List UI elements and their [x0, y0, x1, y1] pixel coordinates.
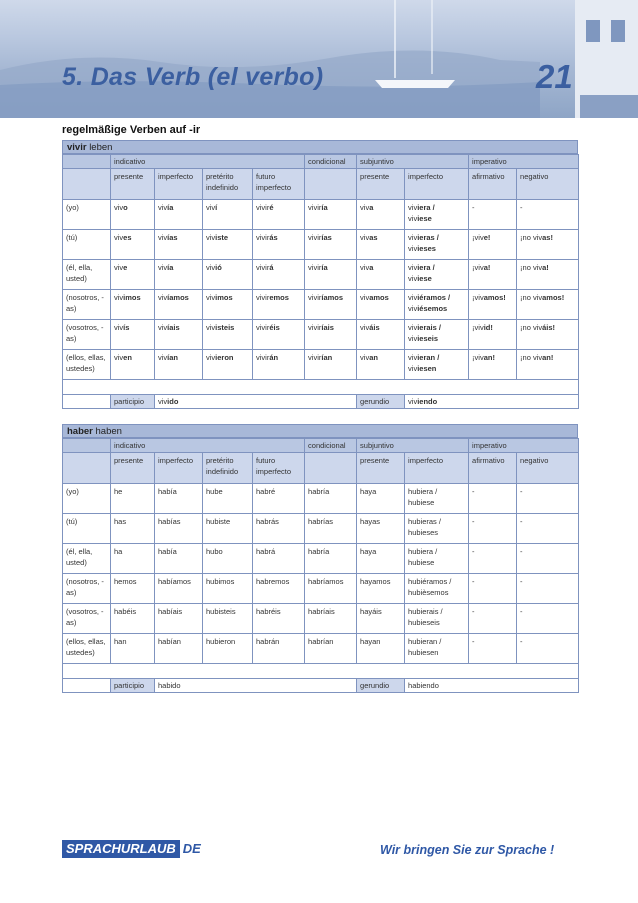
corner-cell	[63, 169, 111, 200]
conjugation-cell: viví	[203, 200, 253, 230]
col-presente: presente	[111, 453, 155, 484]
table-row	[63, 320, 579, 350]
spacer-row	[63, 380, 579, 395]
conjugation-cell: viviré	[253, 200, 305, 230]
person-cell: (tú)	[63, 230, 111, 260]
conjugation-cell: hubiera / hubiese	[405, 484, 469, 514]
conjugation-cell: viviste	[203, 230, 253, 260]
group-subjuntivo: subjuntivo	[357, 439, 469, 453]
conjugation-cell: habrías	[305, 514, 357, 544]
conjugation-cell: vivirá	[253, 260, 305, 290]
conjugation-cell: vivimos	[111, 290, 155, 320]
conjugation-cell: vivís	[111, 320, 155, 350]
group-indicativo: indicativo	[111, 439, 305, 453]
conjugation-cell: habíamos	[155, 574, 203, 604]
conjugation-cell: vive	[111, 260, 155, 290]
person-cell: (nosotros, -as)	[63, 290, 111, 320]
conjugation-cell: vivirías	[305, 230, 357, 260]
participio-value: vivido	[155, 395, 357, 409]
person-cell: (tú)	[63, 514, 111, 544]
person-cell: (él, ella, usted)	[63, 544, 111, 574]
person-cell: (yo)	[63, 484, 111, 514]
table-row	[63, 260, 579, 290]
person-cell: (él, ella, usted)	[63, 260, 111, 290]
conjugation-cell: hubiste	[203, 514, 253, 544]
conjugation-cell: habéis	[111, 604, 155, 634]
col-futuro: futuro imperfecto	[253, 453, 305, 484]
conjugation-cell: -	[517, 634, 579, 664]
conjugation-cell: vivirán	[253, 350, 305, 380]
conjugation-cell: habíais	[155, 604, 203, 634]
conjugation-cell: -	[517, 544, 579, 574]
footer-slogan: Wir bringen Sie zur Sprache !	[380, 843, 555, 857]
col-sub-imperfecto: imperfecto	[405, 169, 469, 200]
conjugation-cell: habría	[305, 484, 357, 514]
conjugation-cell: hubieron	[203, 634, 253, 664]
spacer-cell	[63, 679, 111, 693]
conjugation-cell: he	[111, 484, 155, 514]
table-row	[63, 290, 579, 320]
group-imperativo: imperativo	[469, 439, 579, 453]
group-indicativo: indicativo	[111, 155, 305, 169]
conjugation-cell: habremos	[253, 574, 305, 604]
table-row	[63, 544, 579, 574]
conjugation-cell: vivíamos	[155, 290, 203, 320]
conjugation-cell: ¡vivamos!	[469, 290, 517, 320]
verb-meaning: leben	[89, 142, 113, 153]
conjugation-cell: hubierais / hubieseis	[405, 604, 469, 634]
col-condicional	[305, 169, 357, 200]
chapter-title: 5. Das Verb (el verbo)	[62, 63, 324, 91]
corner-cell	[63, 453, 111, 484]
conjugation-cell: vivías	[155, 230, 203, 260]
conjugation-cell: habías	[155, 514, 203, 544]
participio-label: participio	[111, 395, 155, 409]
logo-suffix: DE	[182, 841, 201, 856]
conjugation-cell: vivierais / vivieseis	[405, 320, 469, 350]
conjugation-cell: -	[469, 484, 517, 514]
conjugation-cell: vivieron	[203, 350, 253, 380]
group-imperativo: imperativo	[469, 155, 579, 169]
spacer-cell	[63, 395, 111, 409]
conjugation-cell: viviremos	[253, 290, 305, 320]
conjugation-cell: hubiéramos / hubièsemos	[405, 574, 469, 604]
conjugation-cell: vivió	[203, 260, 253, 290]
person-cell: (ellos, ellas, ustedes)	[63, 350, 111, 380]
conjugation-cell: -	[469, 604, 517, 634]
col-futuro: futuro imperfecto	[253, 169, 305, 200]
conjugation-cell: viviera / viviese	[405, 200, 469, 230]
table-row	[63, 604, 579, 634]
haber-table-title	[62, 424, 578, 438]
conjugation-cell: hayan	[357, 634, 405, 664]
table-row	[63, 230, 579, 260]
conjugation-cell: vivíais	[155, 320, 203, 350]
conjugation-cell: hayas	[357, 514, 405, 544]
col-sub-presente: presente	[357, 453, 405, 484]
col-imperfecto: imperfecto	[155, 169, 203, 200]
conjugation-cell: viva	[357, 260, 405, 290]
table-row	[63, 634, 579, 664]
conjugation-cell: ¡no vivas!	[517, 230, 579, 260]
conjugation-cell: viviréis	[253, 320, 305, 350]
verb-meaning: haben	[95, 426, 122, 437]
conjugation-cell: vivas	[357, 230, 405, 260]
conjugation-cell: hubo	[203, 544, 253, 574]
conjugation-cell: vives	[111, 230, 155, 260]
conjugation-cell: viváis	[357, 320, 405, 350]
conjugation-cell: ¡no vivamos!	[517, 290, 579, 320]
col-negativo: negativo	[517, 169, 579, 200]
conjugation-cell: había	[155, 544, 203, 574]
conjugation-cell: ¡no vivan!	[517, 350, 579, 380]
conjugation-cell: -	[469, 574, 517, 604]
conjugation-cell: vivía	[155, 260, 203, 290]
gerundio-label: gerundio	[357, 395, 405, 409]
person-cell: (yo)	[63, 200, 111, 230]
col-afirmativo: afirmativo	[469, 169, 517, 200]
haber-rows	[63, 484, 579, 664]
participio-label: participio	[111, 679, 155, 693]
table-row	[63, 484, 579, 514]
conjugation-cell: han	[111, 634, 155, 664]
vivir-conjugation-table	[62, 154, 579, 409]
conjugation-cell: habrán	[253, 634, 305, 664]
conjugation-cell: hubimos	[203, 574, 253, 604]
conjugation-cell: -	[469, 514, 517, 544]
conjugation-cell: hubieran / hubiesen	[405, 634, 469, 664]
corner-cell	[63, 155, 111, 169]
conjugation-cell: vivisteis	[203, 320, 253, 350]
conjugation-cell: haya	[357, 544, 405, 574]
conjugation-cell: viva	[357, 200, 405, 230]
conjugation-cell: vivo	[111, 200, 155, 230]
conjugation-cell: habrá	[253, 544, 305, 574]
verb-name: haber	[67, 426, 93, 437]
col-preterito: pretérito indefinido	[203, 453, 253, 484]
conjugation-cell: viven	[111, 350, 155, 380]
conjugation-cell: viviríais	[305, 320, 357, 350]
col-negativo: negativo	[517, 453, 579, 484]
conjugation-cell: ¡viva!	[469, 260, 517, 290]
conjugation-cell: vivieras / vivieses	[405, 230, 469, 260]
person-cell: (nosotros, -as)	[63, 574, 111, 604]
conjugation-cell: ¡vive!	[469, 230, 517, 260]
participio-value: habido	[155, 679, 357, 693]
conjugation-cell: vivieran / viviesen	[405, 350, 469, 380]
conjugation-cell: vivamos	[357, 290, 405, 320]
gerundio-label: gerundio	[357, 679, 405, 693]
conjugation-cell: ¡no viva!	[517, 260, 579, 290]
conjugation-cell: habría	[305, 544, 357, 574]
group-condicional: condicional	[305, 155, 357, 169]
conjugation-cell: -	[517, 200, 579, 230]
conjugation-cell: haya	[357, 484, 405, 514]
conjugation-cell: ¡vivan!	[469, 350, 517, 380]
col-preterito: pretérito indefinido	[203, 169, 253, 200]
conjugation-cell: hemos	[111, 574, 155, 604]
conjugation-cell: viviríamos	[305, 290, 357, 320]
section-subtitle: regelmäßige Verben auf -ir	[62, 124, 201, 136]
conjugation-cell: has	[111, 514, 155, 544]
group-condicional: condicional	[305, 439, 357, 453]
conjugation-cell: habríamos	[305, 574, 357, 604]
haber-conjugation-table	[62, 438, 579, 693]
conjugation-cell: -	[517, 604, 579, 634]
verb-name: vivir	[67, 142, 87, 153]
conjugation-cell: viviría	[305, 260, 357, 290]
conjugation-cell: habrían	[305, 634, 357, 664]
conjugation-cell: viviría	[305, 200, 357, 230]
col-imperfecto: imperfecto	[155, 453, 203, 484]
person-cell: (vosotros, -as)	[63, 604, 111, 634]
conjugation-cell: hubiera / hubiese	[405, 544, 469, 574]
conjugation-cell: vivan	[357, 350, 405, 380]
gerundio-value: viviendo	[405, 395, 579, 409]
conjugation-cell: había	[155, 484, 203, 514]
corner-cell	[63, 439, 111, 453]
conjugation-cell: habrás	[253, 514, 305, 544]
conjugation-cell: hubisteis	[203, 604, 253, 634]
conjugation-cell: viviera / viviese	[405, 260, 469, 290]
conjugation-cell: -	[469, 544, 517, 574]
person-cell: (vosotros, -as)	[63, 320, 111, 350]
conjugation-cell: vivían	[155, 350, 203, 380]
conjugation-cell: habían	[155, 634, 203, 664]
conjugation-cell: habríais	[305, 604, 357, 634]
page-number: 21	[536, 58, 573, 95]
spacer-row	[63, 664, 579, 679]
conjugation-cell: vivimos	[203, 290, 253, 320]
col-afirmativo: afirmativo	[469, 453, 517, 484]
conjugation-cell: -	[517, 484, 579, 514]
col-presente: presente	[111, 169, 155, 200]
conjugation-cell: habré	[253, 484, 305, 514]
conjugation-cell: ha	[111, 544, 155, 574]
table-row	[63, 350, 579, 380]
group-subjuntivo: subjuntivo	[357, 155, 469, 169]
conjugation-cell: -	[469, 200, 517, 230]
conjugation-cell: hube	[203, 484, 253, 514]
vivir-rows	[63, 200, 579, 380]
conjugation-cell: habréis	[253, 604, 305, 634]
col-sub-imperfecto: imperfecto	[405, 453, 469, 484]
table-row	[63, 200, 579, 230]
gerundio-value: habiendo	[405, 679, 579, 693]
col-sub-presente: presente	[357, 169, 405, 200]
conjugation-cell: hubieras / hubieses	[405, 514, 469, 544]
conjugation-cell: ¡vivid!	[469, 320, 517, 350]
person-cell: (ellos, ellas, ustedes)	[63, 634, 111, 664]
conjugation-cell: ¡no viváis!	[517, 320, 579, 350]
vivir-table-title	[62, 140, 578, 154]
table-row	[63, 574, 579, 604]
conjugation-cell: viviéramos / viviésemos	[405, 290, 469, 320]
conjugation-cell: -	[469, 634, 517, 664]
conjugation-cell: hayamos	[357, 574, 405, 604]
col-condicional	[305, 453, 357, 484]
conjugation-cell: -	[517, 514, 579, 544]
conjugation-cell: hayáis	[357, 604, 405, 634]
conjugation-cell: -	[517, 574, 579, 604]
sprachurlaub-logo	[62, 840, 204, 858]
table-row	[63, 514, 579, 544]
conjugation-cell: vivirían	[305, 350, 357, 380]
logo-main: SPRACHURLAUB	[62, 840, 180, 858]
conjugation-cell: vivía	[155, 200, 203, 230]
conjugation-cell: vivirás	[253, 230, 305, 260]
